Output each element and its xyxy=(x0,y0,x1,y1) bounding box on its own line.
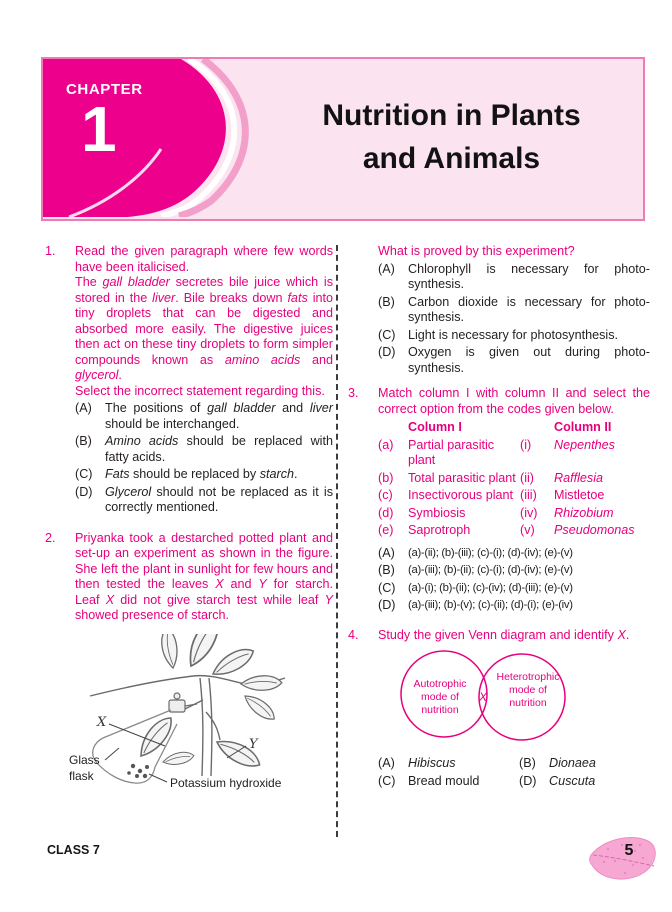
svg-text:mode of: mode of xyxy=(421,691,459,703)
option-row xyxy=(378,328,650,344)
option-text: Amino acids should be replaced with fatty acids. xyxy=(105,434,333,464)
question-1 xyxy=(45,244,333,518)
match-right-text: Mistletoe xyxy=(554,488,605,502)
glass-flask-label-line2: flask xyxy=(69,768,94,783)
match-left-label: (c) xyxy=(378,488,393,502)
option-text: Chlorophyll is necessary for photo-synthesis. xyxy=(408,261,650,291)
option-label: (A) xyxy=(378,545,395,560)
flask-stopper xyxy=(169,693,197,712)
option-row xyxy=(378,581,650,597)
venn-diagram-graphic xyxy=(392,647,577,745)
match-right-label: (ii) xyxy=(520,470,534,485)
option-text: Carbon dioxide is necessary for photo-synthesis. xyxy=(408,294,650,324)
option-row xyxy=(378,546,650,562)
match-left-text: Symbiosis xyxy=(408,505,466,520)
experiment-figure xyxy=(45,634,333,821)
column-divider xyxy=(336,245,338,837)
option-text: (a)-(ii); (b)-(iii); (c)-(i); (d)-(iv); (e)-(v) xyxy=(408,546,573,559)
option-label: (D) xyxy=(519,774,537,788)
match-row xyxy=(378,471,650,487)
page-number: 5 xyxy=(624,842,634,859)
match-table xyxy=(378,420,650,539)
venn-right-text xyxy=(496,671,559,709)
glass-flask-label-line1: Glass xyxy=(69,752,100,767)
option-label: (C) xyxy=(378,774,396,788)
potassium-hydroxide-label: Potassium hydroxide xyxy=(170,775,282,790)
match-right-label: (iv) xyxy=(520,505,538,520)
svg-text:nutrition: nutrition xyxy=(421,704,459,716)
match-left-text: Total parasitic plant xyxy=(408,470,516,485)
option-text: Hibiscus xyxy=(408,755,456,770)
venn-diagram xyxy=(392,647,650,750)
question-4-number: 4. xyxy=(348,627,359,642)
match-left-text: Partial parasitic plant xyxy=(408,437,495,467)
chapter-title-line2: and Animals xyxy=(362,142,541,175)
match-row xyxy=(378,523,650,539)
match-right-text: Pseudomonas xyxy=(554,523,635,537)
question-1-prompt: Select the incorrect statement regarding this. xyxy=(75,383,325,398)
question-2-options xyxy=(378,262,650,377)
right-column xyxy=(348,244,650,803)
question-4-options xyxy=(378,756,650,790)
match-left-label: (d) xyxy=(378,505,394,520)
venn-intersection-label: X xyxy=(478,690,488,704)
match-left-label: (a) xyxy=(378,437,394,452)
column-1-header: Column I xyxy=(408,420,462,434)
option-text: (a)-(iii); (b)-(ii); (c)-(i); (d)-(iv); (e)-(v) xyxy=(408,564,573,576)
option-text: Cuscuta xyxy=(549,774,596,788)
page-number-leaf-icon xyxy=(588,831,660,883)
question-3-options xyxy=(378,546,650,614)
match-row xyxy=(378,488,650,504)
match-right-text: Rafflesia xyxy=(554,470,603,485)
question-3-number: 3. xyxy=(348,386,359,400)
question-2-text: Priyanka took a destarched potted plant and set-up an experiment as shown in the figure. She left the plant in sunlight for few hours and then tested the leaves X and Y for starch. Leaf X did not give starch test while leaf Y showed presence of starch. xyxy=(75,530,333,622)
option-text: Light is necessary for photosynthesis. xyxy=(408,327,619,342)
question-4-text: Study the given Venn diagram and identify X. xyxy=(378,627,630,642)
potassium-hydroxide-granules xyxy=(127,763,149,777)
svg-text:mode of: mode of xyxy=(509,684,547,696)
question-1-options xyxy=(75,401,333,516)
option-text: Dionaea xyxy=(549,755,596,770)
option-row xyxy=(378,262,650,293)
chapter-title xyxy=(268,94,635,180)
match-left-text: Saprotroph xyxy=(408,523,471,537)
option-row xyxy=(378,295,650,326)
chapter-header-box xyxy=(41,57,645,221)
page-number-badge xyxy=(588,831,660,888)
match-row xyxy=(378,438,650,469)
option-label: (B) xyxy=(75,434,92,448)
option-label: (A) xyxy=(378,261,395,276)
leaf-x-label: X xyxy=(97,714,107,730)
match-left-label: (b) xyxy=(378,470,394,485)
leaf-y-label: Y xyxy=(249,736,258,752)
match-left-text: Insectivorous plant xyxy=(408,488,514,502)
svg-text:nutrition: nutrition xyxy=(509,697,547,709)
option-label: (C) xyxy=(378,580,396,595)
left-column xyxy=(45,244,333,820)
option-label: (D) xyxy=(378,345,396,359)
question-1-intro: Read the given paragraph where few words have been italicised. xyxy=(75,244,333,274)
chapter-label: CHAPTER xyxy=(66,81,143,98)
option-text: Fats should be replaced by starch. xyxy=(105,467,298,481)
option-label: (A) xyxy=(378,755,395,770)
option-row xyxy=(378,563,650,579)
svg-text:Heterotrophic: Heterotrophic xyxy=(496,671,560,683)
option-text: The positions of gall bladder and liver should be interchanged. xyxy=(105,401,333,431)
question-2-continuation xyxy=(378,244,650,376)
question-1-number: 1. xyxy=(45,244,56,258)
option-text: (a)-(iii); (b)-(v); (c)-(ii); (d)-(i); (e)-(iv) xyxy=(408,599,573,611)
option-label: (B) xyxy=(519,755,536,770)
option-label: (B) xyxy=(378,563,395,577)
question-4 xyxy=(348,628,650,790)
question-2-number: 2. xyxy=(45,530,56,545)
svg-text:Autotrophic: Autotrophic xyxy=(413,678,467,690)
match-row xyxy=(378,506,650,522)
question-1-paragraph: The gall bladder secretes bile juice which is stored in the liver. Bile breaks down fats into tiny droplets that can be digested and absorbed more easily. The digestive juices then act on these tiny droplets to form simpler compounds known as amino acids and glycerol. xyxy=(75,275,334,382)
match-right-label: (v) xyxy=(520,523,535,537)
option-row xyxy=(378,598,650,614)
chapter-number: 1 xyxy=(81,93,117,165)
option-row xyxy=(75,434,333,465)
option-label: (A) xyxy=(75,401,92,415)
question-3 xyxy=(348,386,650,616)
venn-left-text xyxy=(413,678,466,716)
column-2-header: Column II xyxy=(554,420,612,434)
option-row xyxy=(378,345,650,376)
option-text: Oxygen is given out during photo-synthesis. xyxy=(408,345,650,375)
option-text: Bread mould xyxy=(408,774,480,788)
class-label: CLASS 7 xyxy=(47,843,100,857)
match-right-text: Nepenthes xyxy=(554,437,615,452)
chapter-title-line1: Nutrition in Plants xyxy=(322,99,581,132)
option-row xyxy=(75,401,333,432)
option-label: (B) xyxy=(378,294,395,309)
question-2 xyxy=(45,531,333,624)
option-label: (D) xyxy=(378,598,396,612)
option-row xyxy=(75,485,333,516)
question-3-text: Match column I with column II and select the correct option from the codes given below. xyxy=(378,386,650,416)
match-right-label: (iii) xyxy=(520,488,537,502)
option-row xyxy=(75,467,333,483)
plant-experiment-illustration xyxy=(45,634,330,816)
option-label: (C) xyxy=(378,327,396,342)
match-right-text: Rhizobium xyxy=(554,505,614,520)
match-right-label: (i) xyxy=(520,437,532,452)
question-2-followup: What is proved by this experiment? xyxy=(378,244,575,258)
option-text: (a)-(i); (b)-(ii); (c)-(iv); (d)-(iii); (e)-(v) xyxy=(408,581,573,594)
option-label: (D) xyxy=(75,484,93,499)
option-label: (C) xyxy=(75,467,93,481)
option-text: Glycerol should not be replaced as it is correctly mentioned. xyxy=(105,484,333,514)
match-left-label: (e) xyxy=(378,523,394,537)
